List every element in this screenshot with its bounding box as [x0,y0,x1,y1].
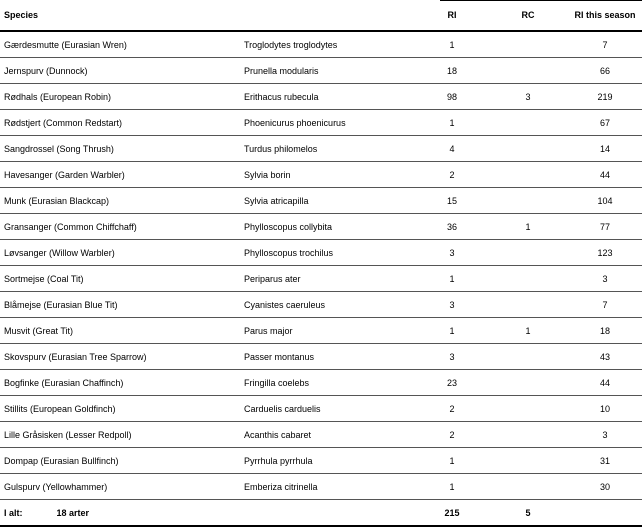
ri-value: 15 [412,188,492,214]
rc-value [492,292,564,318]
rc-value [492,474,564,500]
table-row [0,448,642,474]
species-common-name: Sangdrossel (Song Thrush) [0,136,244,162]
ri-season-value: 44 [564,370,642,396]
species-common-name: Jernspurv (Dunnock) [0,58,244,84]
species-latin-name: Troglodytes troglodytes [244,31,412,58]
ri-value: 2 [412,396,492,422]
ri-value: 98 [412,84,492,110]
species-common-name: Stillits (European Goldfinch) [0,396,244,422]
ri-value: 1 [412,474,492,500]
ri-season-value: 14 [564,136,642,162]
species-latin-name: Erithacus rubecula [244,84,412,110]
total-label: I alt: [4,507,23,518]
rc-value [492,31,564,58]
species-latin-name: Periparus ater [244,266,412,292]
ri-season-value: 10 [564,396,642,422]
species-latin-name: Phylloscopus collybita [244,214,412,240]
ri-season-value: 30 [564,474,642,500]
ri-season-value: 104 [564,188,642,214]
species-common-name: Bogfinke (Eurasian Chaffinch) [0,370,244,396]
rc-value [492,162,564,188]
table-row [0,110,642,136]
table-row [0,214,642,240]
species-common-name: Dompap (Eurasian Bullfinch) [0,448,244,474]
species-latin-name: Parus major [244,318,412,344]
ri-season-value: 43 [564,344,642,370]
rc-value [492,396,564,422]
ri-value: 3 [412,240,492,266]
species-common-name: Skovspurv (Eurasian Tree Sparrow) [0,344,244,370]
ri-season-value: 77 [564,214,642,240]
rc-value: 1 [492,318,564,344]
ri-value: 1 [412,318,492,344]
ri-season-value: 219 [564,84,642,110]
species-latin-name: Sylvia borin [244,162,412,188]
rc-value [492,344,564,370]
table-row [0,344,642,370]
species-latin-name: Carduelis carduelis [244,396,412,422]
total-row [0,500,642,527]
species-latin-name: Emberiza citrinella [244,474,412,500]
ri-value: 18 [412,58,492,84]
table-row [0,474,642,500]
table-row [0,292,642,318]
ri-value: 23 [412,370,492,396]
ri-value: 2 [412,162,492,188]
ri-season-value: 67 [564,110,642,136]
total-season [564,500,642,527]
table-row [0,318,642,344]
ri-season-value: 44 [564,162,642,188]
rc-value [492,136,564,162]
rc-value [492,110,564,136]
total-ri: 215 [412,500,492,527]
species-latin-name: Phoenicurus phoenicurus [244,110,412,136]
rc-value [492,422,564,448]
species-latin-name: Fringilla coelebs [244,370,412,396]
species-latin-name: Cyanistes caeruleus [244,292,412,318]
ri-season-value: 18 [564,318,642,344]
species-common-name: Musvit (Great Tit) [0,318,244,344]
rc-value [492,240,564,266]
header-species: Species [0,0,244,31]
ri-value: 3 [412,344,492,370]
ri-value: 4 [412,136,492,162]
rc-value [492,188,564,214]
species-common-name: Lille Gråsisken (Lesser Redpoll) [0,422,244,448]
ri-season-value: 7 [564,292,642,318]
table-row [0,58,642,84]
rc-value: 3 [492,84,564,110]
species-latin-name: Passer montanus [244,344,412,370]
table-row [0,136,642,162]
ri-value: 36 [412,214,492,240]
species-common-name: Løvsanger (Willow Warbler) [0,240,244,266]
species-latin-name: Pyrrhula pyrrhula [244,448,412,474]
total-rc: 5 [492,500,564,527]
rc-value [492,370,564,396]
table-row [0,422,642,448]
ri-value: 1 [412,448,492,474]
ri-value: 2 [412,422,492,448]
total-cell [0,500,244,527]
table-row [0,370,642,396]
header-ri: RI [412,0,492,31]
ri-season-value: 66 [564,58,642,84]
species-common-name: Gransanger (Common Chiffchaff) [0,214,244,240]
species-common-name: Rødstjert (Common Redstart) [0,110,244,136]
rc-value [492,448,564,474]
header-ri-this-season: RI this season [564,0,642,31]
table-row [0,240,642,266]
species-common-name: Havesanger (Garden Warbler) [0,162,244,188]
rc-value: 1 [492,214,564,240]
ri-value: 3 [412,292,492,318]
ri-value: 1 [412,31,492,58]
table-header-row [0,0,642,31]
species-common-name: Sortmejse (Coal Tit) [0,266,244,292]
total-count: 18 arter [56,507,90,518]
species-common-name: Rødhals (European Robin) [0,84,244,110]
species-common-name: Gærdesmutte (Eurasian Wren) [0,31,244,58]
species-common-name: Munk (Eurasian Blackcap) [0,188,244,214]
species-latin-name: Phylloscopus trochilus [244,240,412,266]
rc-value [492,266,564,292]
table-row [0,31,642,58]
ri-season-value: 123 [564,240,642,266]
species-common-name: Blåmejse (Eurasian Blue Tit) [0,292,244,318]
ri-value: 1 [412,266,492,292]
rc-value [492,58,564,84]
header-latin [244,0,412,31]
table-row [0,162,642,188]
ri-season-value: 31 [564,448,642,474]
table-row [0,266,642,292]
ri-value: 1 [412,110,492,136]
species-common-name: Gulspurv (Yellowhammer) [0,474,244,500]
table-body [0,31,642,500]
table-row [0,84,642,110]
ri-season-value: 3 [564,422,642,448]
total-latin-cell [244,500,412,527]
ri-season-value: 7 [564,31,642,58]
table-row [0,396,642,422]
species-latin-name: Turdus philomelos [244,136,412,162]
ri-season-value: 3 [564,266,642,292]
header-rc: RC [492,0,564,31]
species-latin-name: Sylvia atricapilla [244,188,412,214]
species-latin-name: Acanthis cabaret [244,422,412,448]
species-latin-name: Prunella modularis [244,58,412,84]
table-row [0,188,642,214]
